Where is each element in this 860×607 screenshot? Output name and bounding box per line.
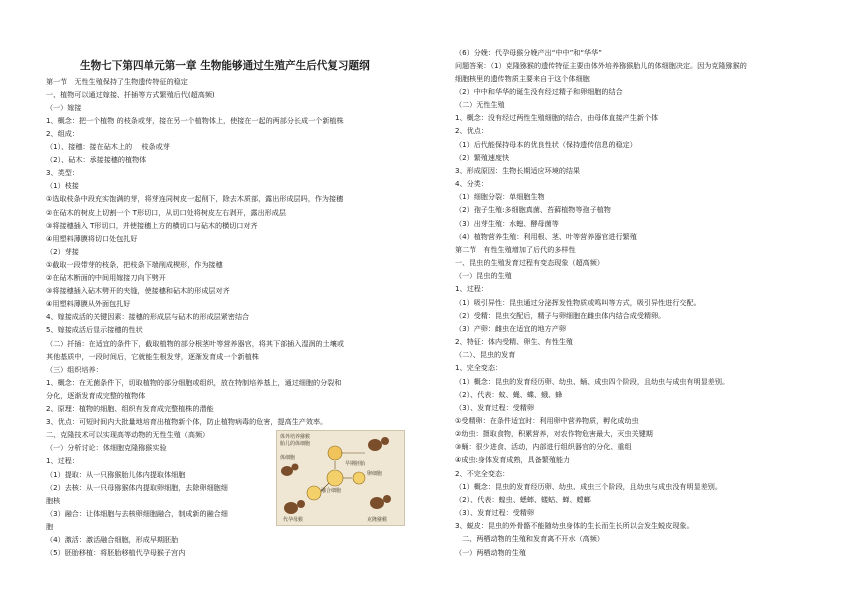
figure-label: 胎儿的体细胞 bbox=[280, 441, 311, 447]
right-text-line: （2）繁殖速度快 bbox=[455, 152, 510, 162]
right-text-line: 2、优点： bbox=[455, 126, 488, 136]
right-text-line: （3）出芽生殖：水螅、酵母菌等 bbox=[455, 218, 559, 228]
right-text-line: （3）、发育过程：受精卵 bbox=[455, 402, 534, 412]
right-text-line: （2）、代表：蝗虫、蟋蟀、蝼蛄、蝉、螳螂 bbox=[455, 494, 591, 504]
left-text-line: （5）胚胎移植：将胚胎移植代孕母猴子宫内 bbox=[46, 548, 186, 558]
right-text-line: （1）后代能保持母本的优良性状（保持遗传信息的稳定） bbox=[455, 139, 637, 149]
right-text-line: （3）产卵：雌虫在适宜的地方产卵 bbox=[455, 323, 566, 333]
left-text-line: （3）融合：让体细胞与去核卵细胞融合，制成新的融合细 bbox=[46, 508, 228, 518]
figure-label: 融合细胞 bbox=[321, 488, 342, 494]
left-text-line: ①截取一段带芽的枝条，把枝条下端削成楔形，作为接穗 bbox=[46, 259, 223, 269]
right-text-line: 一、昆虫的生殖发育过程有变态现象（超高频） bbox=[455, 258, 604, 268]
figure-label: 代孕母猴 bbox=[283, 517, 304, 523]
left-text-line: 一、植物可以通过嫁接、扦插等方式繁殖后代(超高频) bbox=[46, 89, 215, 99]
right-text-line: （一）昆虫的生殖 bbox=[455, 271, 512, 281]
left-text-line: （一）嫁接 bbox=[46, 102, 82, 112]
right-text-line: （二）无性生殖 bbox=[455, 100, 505, 110]
right-text-line: （一）两栖动物的生殖 bbox=[455, 547, 526, 557]
figure-label: 体细胞 bbox=[280, 455, 296, 461]
left-text-line: （2）、砧木：承接接穗的植物体 bbox=[46, 155, 147, 165]
left-text-line: 第一节 无性生殖保持了生物遗传特征的稳定 bbox=[46, 76, 188, 86]
right-text-line: （2）孢子生殖:多细胞真菌、苔藓植物等孢子植物 bbox=[455, 205, 611, 215]
left-text-line: 1、概念：把一个植物 的枝条或芽，接在另一个植物体上，使接在一起的两部分长成一个新植株 bbox=[46, 115, 344, 125]
right-text-line: 2、不完全变态： bbox=[455, 468, 510, 478]
right-text-line: ④成虫:身体发育成熟，具备繁殖能力 bbox=[455, 455, 571, 465]
figure-label: 体外培养猕猴 bbox=[280, 434, 311, 440]
left-text-line: （二）扦插：在适宜的条件下，截取植物的部分根茎叶等营养器官，将其下部插入湿润的土壤或 bbox=[46, 338, 344, 348]
right-text-line: ②幼虫：摄取食物，积累营养，对农作物危害最大，灭虫关键期 bbox=[455, 429, 653, 439]
left-text-line: 胞 bbox=[46, 521, 54, 531]
left-text-line: （三）组织培养： bbox=[46, 364, 103, 374]
figure-label: 克隆猕猴 bbox=[367, 517, 388, 523]
left-text-line: ③将接穗插入 T形切口，并使接穗上方的横切口与砧木的横切口对齐 bbox=[46, 220, 258, 230]
left-text-line: 3、类型： bbox=[46, 168, 79, 178]
left-text-line: 2、组成： bbox=[46, 128, 79, 138]
left-text-line: 二、克隆技术可以实现高等动物的无性生殖（高频） bbox=[46, 430, 210, 440]
left-text-line: ③将接穗插入砧木劈开的夹缝，使接穗和砧木的形成层对齐 bbox=[46, 286, 230, 296]
right-text-line: 第二节 有性生殖增加了后代的多样性 bbox=[455, 244, 576, 254]
left-text-line: ④用塑料薄膜将切口处包扎好 bbox=[46, 233, 138, 243]
left-text-line: ④用塑料薄膜从外面包扎好 bbox=[46, 299, 131, 309]
right-text-line: （2）中中和华华的诞生没有经过精子和卵细胞的结合 bbox=[455, 86, 623, 96]
left-text-line: 5、嫁接成活后显示接穗的性状 bbox=[46, 325, 143, 335]
right-text-line: 1、过程： bbox=[455, 284, 488, 294]
right-text-line: ③蛹：很少进食、活动，内部进行组织器官的分化、重组 bbox=[455, 442, 632, 452]
right-text-line: 问题答案：（1）克隆猕猴的遗传特征主要由体外培养猕猴胎儿的体细胞决定。因为克隆猕猴的 bbox=[455, 60, 747, 70]
right-text-line: ①受精卵：在条件适宜时：利用卵中营养物质，孵化成幼虫 bbox=[455, 415, 639, 425]
right-text-line: （1）概念：昆虫的发育经历卵、幼虫、蛹、成虫四个阶段，且幼虫与成虫有明显差别。 bbox=[455, 376, 730, 386]
document-title: 生物七下第四单元第一章 生物能够通过生殖产生后代复习题纲 bbox=[80, 60, 370, 72]
left-text-line: 胞核 bbox=[46, 495, 61, 505]
left-text-line: （1）、接穗：接在砧木上的 枝条或芽 bbox=[46, 142, 170, 151]
left-text-line: 1、过程： bbox=[46, 456, 79, 466]
right-text-line: （6）分娩：代孕母猴分娩产出“中中”和“华华” bbox=[455, 47, 602, 57]
right-text-line: 二、两栖动物的生殖和发育离不开水（高频） bbox=[455, 534, 604, 544]
right-text-line: 1、完全变态： bbox=[455, 363, 503, 373]
clone-monkey-diagram bbox=[276, 430, 405, 526]
figure-label: 卵细胞 bbox=[367, 471, 383, 477]
right-text-line: （2）、代表：蚊、蝇、蝶、蛾、蜂 bbox=[455, 389, 563, 399]
left-text-line: （2）芽接 bbox=[46, 246, 79, 256]
right-text-line: （1）吸引异性：昆虫通过分泌挥发性物质或鸣叫等方式，吸引异性进行交配。 bbox=[455, 297, 701, 307]
right-text-line: （二）、昆虫的发育 bbox=[455, 350, 516, 360]
left-text-line: ①选取枝条中段充实饱满的芽，将芽连同树皮一起削下，除去木质部，露出形成层吗，作为接穗 bbox=[46, 194, 344, 204]
right-text-line: （3）、发育过程：受精卵 bbox=[455, 508, 534, 518]
left-text-line: ②在砧木的树皮上切割一个 T形切口，从切口处将树皮左右剥开，露出形成层 bbox=[46, 207, 286, 217]
left-text-line: （1）枝接 bbox=[46, 181, 79, 191]
left-text-line: （1）提取：从一只猕猴胎儿体内提取体细胞 bbox=[46, 469, 186, 479]
right-text-line: 4、分类： bbox=[455, 179, 488, 189]
left-text-line: ②在砧木断面的中间用嫁接刀向下劈开 bbox=[46, 273, 166, 282]
right-text-line: （4）植物营养生殖：利用根、茎、叶等营养器官进行繁殖 bbox=[455, 231, 637, 241]
right-text-line: 3、蜕皮：昆虫的外骨骼不能随幼虫身体的生长而生长所以会发生蜕皮现象。 bbox=[455, 521, 694, 531]
right-text-line: 1、概念：没有经过两性生殖细胞的结合，由母体直接产生新个体 bbox=[455, 113, 659, 123]
left-text-line: 其他基质中，一段时间后，它就能生根发芽，逐渐发育成一个新植株 bbox=[46, 351, 259, 361]
right-text-line: 2、特征：体内受精、卵生、有性生殖 bbox=[455, 337, 574, 347]
left-text-line: （2）去核：从一只母猕猴体内提取卵细胞，去除卵细胞细 bbox=[46, 482, 228, 492]
right-text-line: 3、形成原因：生物长期适应环境的结果 bbox=[455, 165, 581, 175]
left-text-line: 3、优点：可短时间内大批量地培育出植物新个体，防止植物病毒的危害，提高生产效率。 bbox=[46, 417, 328, 427]
left-text-line: （一）分析讨论：体细胞克隆猕猴实验 bbox=[46, 443, 167, 453]
left-text-line: 分化，逐渐发育成完整的植物体 bbox=[46, 390, 146, 400]
right-text-line: （1）概念：昆虫的发育经历卵、幼虫、成虫三个阶段，且幼虫与成虫没有明显差别。 bbox=[455, 481, 722, 491]
left-text-line: （4）激活：激活融合细胞，形成早期胚胎 bbox=[46, 535, 179, 544]
left-text-line: 1、概念：在无菌条件下，切取植物的部分细胞或组织，放在特制培养基上，通过细胞的分裂和 bbox=[46, 377, 342, 387]
left-text-line: 2、原理：植物的细胞、组织有发育成完整植株的潜能 bbox=[46, 404, 214, 413]
figure-label: 早期胚胎 bbox=[345, 461, 366, 467]
left-text-line: 4、嫁接成活的关键因素：接穗的形成层与砧木的形成层紧密结合 bbox=[46, 312, 250, 322]
right-text-line: （1）细胞分裂：单细胞生物 bbox=[455, 192, 545, 202]
right-text-line: （2）受精：昆虫交配后，精子与卵细胞在雌虫体内结合成受精卵。 bbox=[455, 310, 666, 320]
right-text-line: 细胞核里的遗传物质主要来自于这个体细胞 bbox=[455, 73, 590, 83]
